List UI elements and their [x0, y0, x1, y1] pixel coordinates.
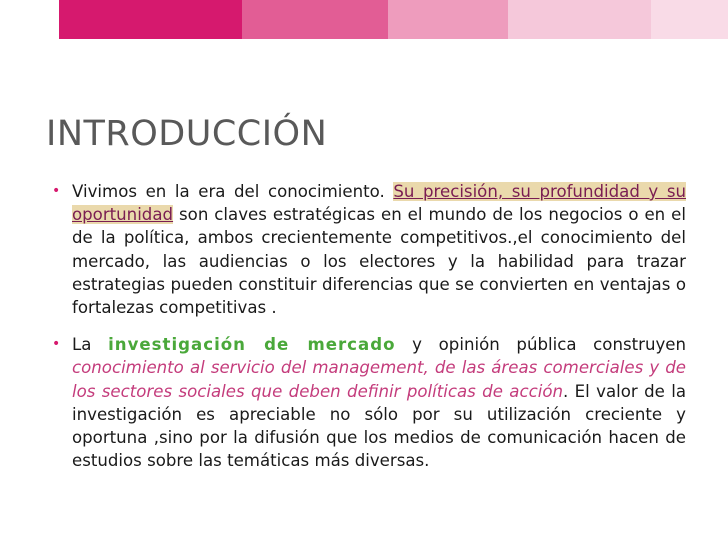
header-stripe-5	[651, 0, 728, 39]
p1-text-3: son claves estratégicas en el mundo de los negocios o en el de la política, ambos crecientemente competitivos.,el conocimiento del mercado, las audiencias o los electores y la habilidad para trazar estrategias pueden constituir diferencias que se convierten en ventajas o fortalezas competitivas .	[72, 205, 686, 318]
bullet-icon: •	[52, 183, 61, 199]
p2-italic-text: conocimiento al servicio del management, de las áreas comerciales y de los sectores sociales que deben definir políticas de acción	[72, 358, 686, 401]
header-stripe-1	[59, 0, 242, 39]
slide-body	[52, 180, 686, 472]
bullet-paragraph-2	[52, 333, 686, 472]
bullet-paragraph-1	[52, 180, 686, 319]
bullet-icon: •	[52, 336, 61, 353]
slide-title: INTRODUCCIÓN	[46, 114, 328, 154]
p2-text-1: La	[72, 335, 109, 355]
p2-green-text: investigación de mercado	[108, 335, 396, 355]
header-stripe-2	[242, 0, 388, 39]
p1-text-1: Vivimos en la era del conocimiento.	[72, 182, 394, 201]
p1-highlighted-text: Su precisión, su profundidad y su oportunidad	[72, 182, 686, 225]
header-stripe-4	[508, 0, 651, 39]
p2-text-3: y opinión pública construyen	[395, 335, 687, 355]
p2-text-5: . El valor de la investigación es apreciable no sólo por su utilización creciente y oportuna ,sino por la difusión que los medios de comunicación hacen de estudios sobre las temáticas más diversas.	[72, 381, 686, 471]
header-stripe-3	[388, 0, 508, 39]
